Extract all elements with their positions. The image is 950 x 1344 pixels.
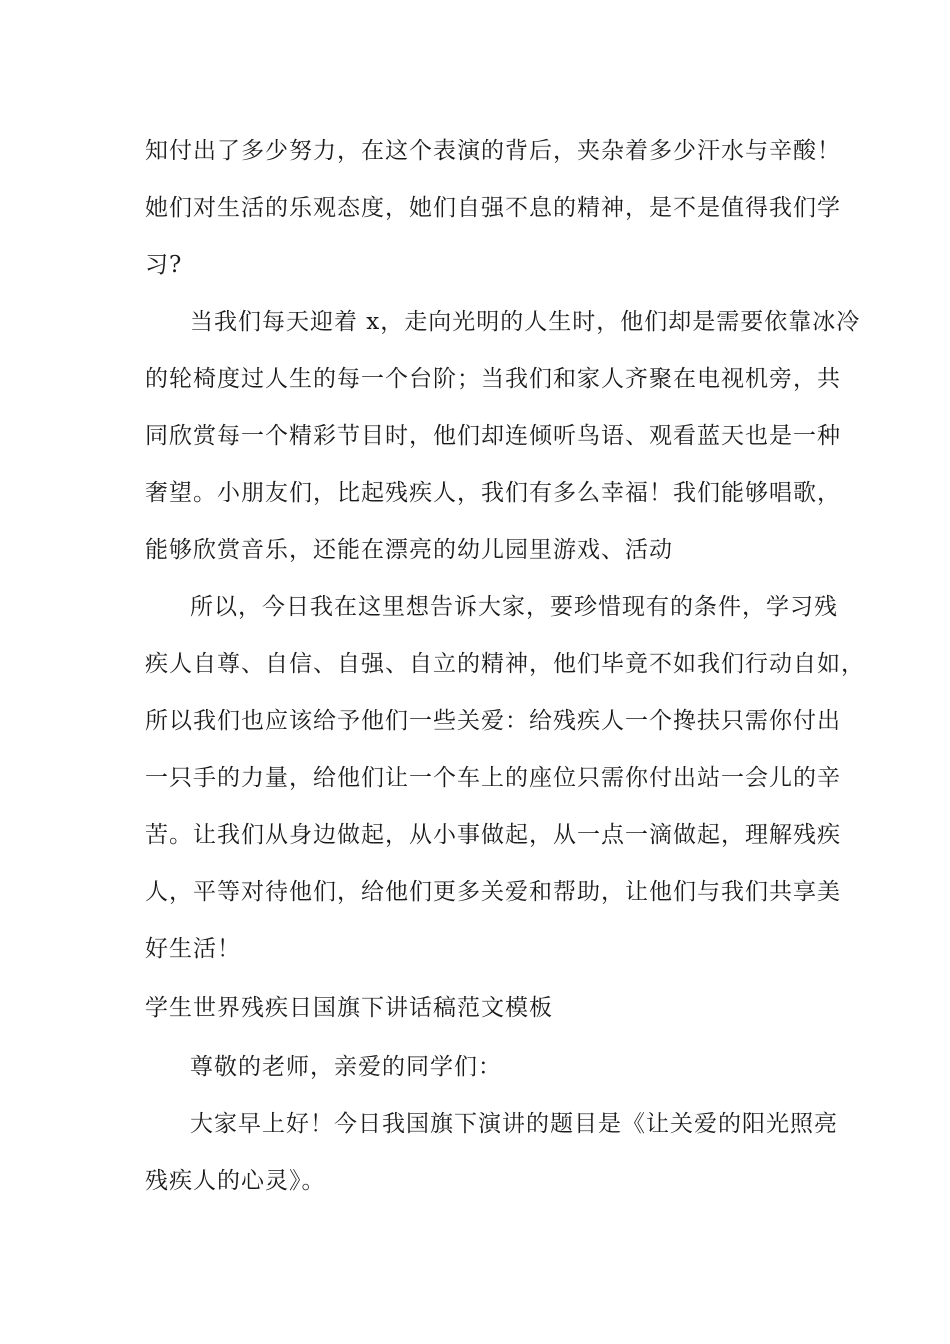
paragraph-start-line: 大家早上好！今日我国旗下演讲的题目是《让关爱的阳光照亮 [190, 1111, 838, 1137]
text-line: 奢望。小朋友们，比起残疾人，我们有多么幸福！我们能够唱歌， [145, 480, 841, 506]
paragraph-start-line: 当我们每天迎着 x，走向光明的人生时，他们却是需要依靠冰冷 [190, 309, 861, 335]
section-title: 学生世界残疾日国旗下讲话稿范文模板 [145, 995, 553, 1021]
text-line: 好生活！ [145, 936, 241, 962]
paragraph-start-line: 所以，今日我在这里想告诉大家，要珍惜现有的条件，学习残 [190, 594, 838, 620]
text-line: 所以我们也应该给予他们一些关爱：给残疾人一个搀扶只需你付出 [145, 708, 841, 734]
text-line: 残疾人的心灵》。 [145, 1168, 326, 1194]
text-line: 能够欣赏音乐，还能在漂亮的幼儿园里游戏、活动 [145, 537, 673, 563]
text-line: 同欣赏每一个精彩节目时，他们却连倾听鸟语、观看蓝天也是一种 [145, 423, 841, 449]
text-line: 疾人自尊、自信、自强、自立的精神，他们毕竟不如我们行动自如， [145, 651, 865, 677]
salutation-line: 尊敬的老师，亲爱的同学们： [190, 1054, 502, 1080]
text-line: 她们对生活的乐观态度，她们自强不息的精神，是不是值得我们学 [145, 195, 841, 221]
text-line: 知付出了多少努力，在这个表演的背后，夹杂着多少汗水与辛酸！ [145, 138, 841, 164]
text-line: 习? [145, 252, 183, 278]
text-line: 一只手的力量，给他们让一个车上的座位只需你付出站一会儿的辛 [145, 765, 841, 791]
text-line: 人，平等对待他们，给他们更多关爱和帮助，让他们与我们共享美 [145, 879, 841, 905]
text-line: 苦。让我们从身边做起，从小事做起，从一点一滴做起，理解残疾 [145, 822, 841, 848]
text-line: 的轮椅度过人生的每一个台阶；当我们和家人齐聚在电视机旁，共 [145, 366, 841, 392]
